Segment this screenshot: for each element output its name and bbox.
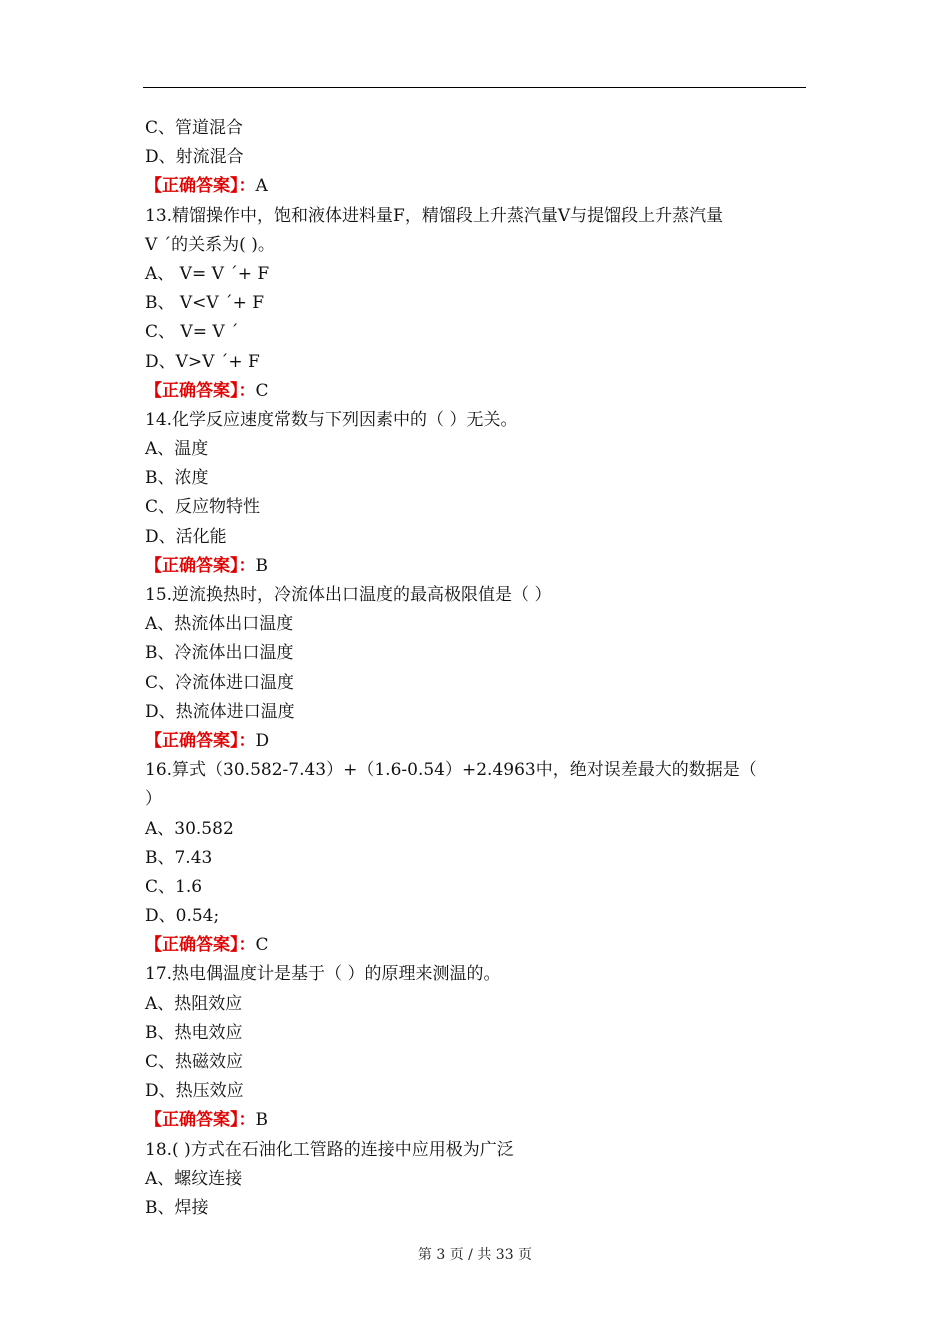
option-b: B、7.43 <box>145 847 213 868</box>
option-a: A、螺纹连接 <box>145 1168 243 1189</box>
option-d: D、射流混合 <box>145 147 244 168</box>
question-16: 16.算式（30.582-7.43）+（1.6-0.54）+2.4963中，绝对误差最大的数据是（ <box>145 760 757 781</box>
answer-value: B <box>255 555 268 576</box>
option-c: C、 V= V ´ <box>145 322 239 343</box>
option-a: A、热流体出口温度 <box>145 614 294 635</box>
option-c: C、反应物特性 <box>145 497 261 518</box>
answer-value: B <box>255 1110 268 1131</box>
answer-colon: ： <box>238 730 256 751</box>
option-c: C、管道混合 <box>145 118 244 138</box>
question-14: 14.化学反应速度常数与下列因素中的（ ）无关。 <box>145 409 518 430</box>
option-b: B、焊接 <box>145 1197 209 1218</box>
answer-label: 【正确答案】 <box>145 1110 239 1131</box>
answer-line <box>145 727 805 756</box>
option-d: D、V>V ´+ F <box>145 351 260 372</box>
question-17: 17.热电偶温度计是基于（ ）的原理来测温的。 <box>145 964 501 985</box>
answer-line <box>145 552 805 581</box>
option-a: A、温度 <box>145 439 209 460</box>
option-c: C、冷流体进口温度 <box>145 672 295 693</box>
option-c: C、热磁效应 <box>145 1052 244 1072</box>
option-a: A、30.582 <box>145 818 234 839</box>
option-b: B、浓度 <box>145 468 209 489</box>
option-d: D、0.54; <box>145 906 220 927</box>
answer-label: 【正确答案】 <box>145 555 239 576</box>
option-b: B、 V<V ´+ F <box>145 293 265 314</box>
option-a: A、热阻效应 <box>145 993 243 1014</box>
answer-line <box>145 377 805 406</box>
question-18: 18.( )方式在石油化工管路的连接中应用极为广泛 <box>145 1139 514 1160</box>
answer-value: C <box>255 935 269 956</box>
question-16-cont: ） <box>145 789 162 810</box>
option-d: D、热流体进口温度 <box>145 701 295 722</box>
header-rule <box>143 87 806 88</box>
answer-value: D <box>255 730 270 751</box>
option-b: B、冷流体出口温度 <box>145 643 294 664</box>
answer-colon: ： <box>238 380 256 401</box>
page-footer: 第 3 页 / 共 33 页 <box>417 1247 533 1263</box>
answer-colon: ： <box>238 176 256 197</box>
answer-label: 【正确答案】 <box>145 176 239 197</box>
option-c: C、1.6 <box>145 876 203 897</box>
option-b: B、热电效应 <box>145 1022 243 1043</box>
answer-value: A <box>255 176 268 197</box>
answer-line <box>145 172 805 201</box>
answer-colon: ： <box>238 555 256 576</box>
answer-colon: ： <box>238 1110 256 1131</box>
answer-label: 【正确答案】 <box>145 935 239 956</box>
question-13: 13.精馏操作中，饱和液体进料量F，精馏段上升蒸汽量V与提馏段上升蒸汽量 <box>145 205 724 226</box>
answer-label: 【正确答案】 <box>145 730 239 751</box>
answer-line <box>145 931 805 960</box>
answer-value: C <box>255 380 269 401</box>
answer-colon: ： <box>238 935 256 956</box>
page-content <box>145 114 805 1223</box>
question-15: 15.逆流换热时，冷流体出口温度的最高极限值是（ ） <box>145 585 552 605</box>
question-13-cont: V ´的关系为( )。 <box>145 234 275 255</box>
option-d: D、活化能 <box>145 526 227 547</box>
answer-line <box>145 1106 805 1135</box>
option-a: A、 V= V ´+ F <box>145 263 270 284</box>
answer-label: 【正确答案】 <box>145 380 239 401</box>
option-d: D、热压效应 <box>145 1081 244 1102</box>
